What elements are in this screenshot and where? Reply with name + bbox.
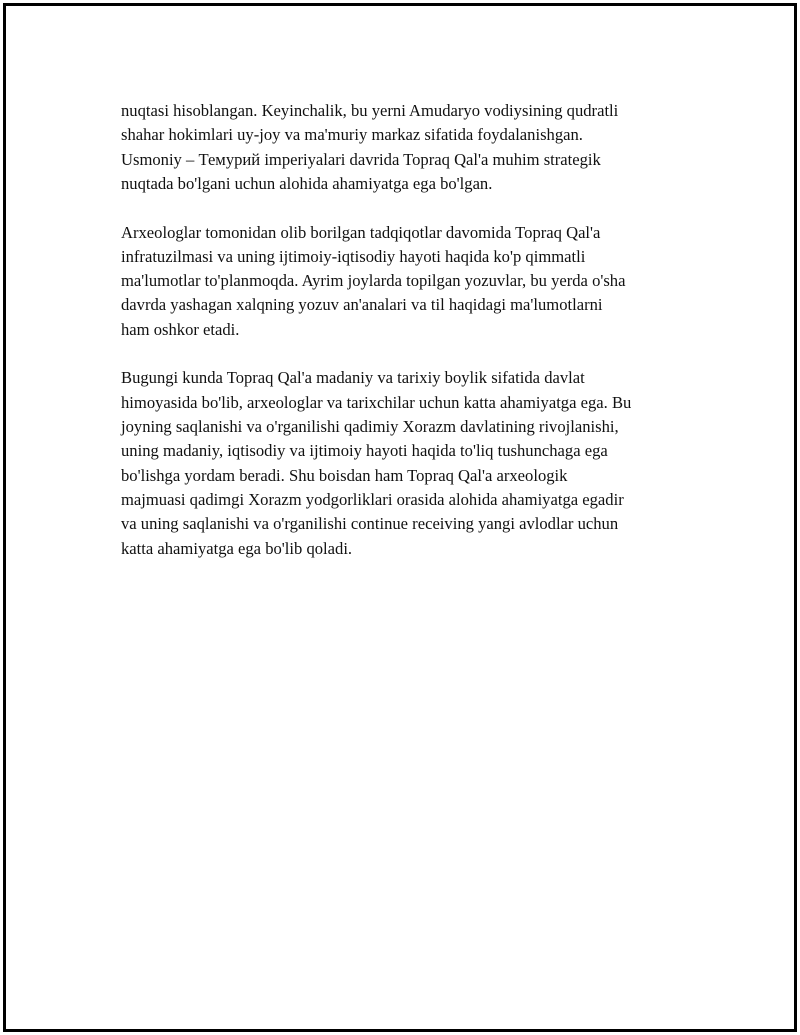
text-line: Arxeologlar tomonidan olib borilgan tadqiqotlar davomida Topraq Qal'a (121, 222, 601, 242)
text-line: davrda yashagan xalqning yozuv an'analari va til haqidagi ma'lumotlarni (121, 295, 603, 315)
text-line: majmuasi qadimgi Xorazm yodgorliklari orasida alohida ahamiyatga egadir (121, 489, 624, 509)
text-line: ham oshkor etadi. (121, 319, 240, 339)
text-line: Usmoniy – Темурий imperiyalari davrida Topraq Qal'a muhim strategik (121, 149, 601, 169)
text-line: infratuzilmasi va uning ijtimoiy-iqtisodiy hayoti haqida ko'p qimmatli (121, 246, 586, 266)
page-frame (3, 3, 797, 1032)
paragraph-1 (121, 99, 691, 196)
page-content (121, 99, 691, 561)
text-line: uning madaniy, iqtisodiy va ijtimoiy hayoti haqida to'liq tushunchaga ega (121, 441, 608, 461)
text-line: shahar hokimlari uy-joy va ma'muriy markaz sifatida foydalanishgan. (121, 125, 583, 145)
text-line: katta ahamiyatga ega bo'lib qoladi. (121, 538, 353, 558)
paragraph-3 (121, 366, 691, 560)
paragraph-2 (121, 221, 691, 342)
text-line: nuqtada bo'lgani uchun alohida ahamiyatga ega bo'lgan. (121, 173, 493, 193)
text-line: joyning saqlanishi va o'rganilishi qadimiy Xorazm davlatining rivojlanishi, (121, 417, 619, 437)
text-line: nuqtasi hisoblangan. Keyinchalik, bu yerni Amudaryo vodiysining qudratli (121, 101, 619, 120)
text-line: va uning saqlanishi va o'rganilishi continue receiving yangi avlodlar uchun (121, 514, 619, 534)
text-line: Bugungi kunda Topraq Qal'a madaniy va tarixiy boylik sifatida davlat (121, 368, 585, 388)
text-line: bo'lishga yordam beradi. Shu boisdan ham Topraq Qal'a arxeologik (121, 465, 568, 485)
text-line: ma'lumotlar to'planmoqda. Ayrim joylarda topilgan yozuvlar, bu yerda o'sha (121, 271, 626, 291)
text-line: himoyasida bo'lib, arxeologlar va tarixchilar uchun katta ahamiyatga ega. Bu (121, 392, 632, 412)
